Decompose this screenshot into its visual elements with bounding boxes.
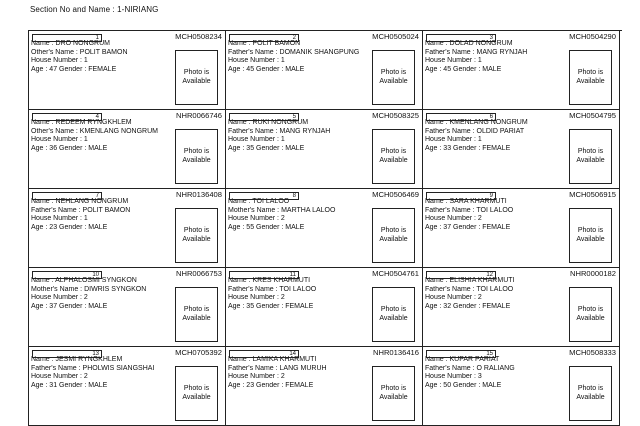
relation-value: POLIT BAMON bbox=[82, 206, 131, 214]
gender-value: MALE bbox=[285, 223, 305, 231]
gender-value: FEMALE bbox=[88, 65, 117, 73]
house-value: 1 bbox=[83, 57, 88, 65]
house-label: House Number : bbox=[31, 136, 84, 144]
name-label: Name : bbox=[425, 277, 450, 284]
gender-value: MALE bbox=[88, 302, 108, 310]
age-value: 37 bbox=[49, 302, 58, 310]
serial-number-box: 1 bbox=[32, 34, 102, 42]
serial-number-box: 13 bbox=[32, 350, 102, 358]
photo-placeholder: Photo is Available bbox=[569, 366, 612, 421]
name-value: KMENLANG NONGRUM bbox=[449, 119, 528, 126]
gender-label: Gender : bbox=[256, 65, 286, 73]
house-value: 1 bbox=[280, 136, 285, 144]
gender-label: Gender : bbox=[453, 302, 483, 310]
voter-card bbox=[423, 268, 620, 347]
relation-label: Father's Name : bbox=[228, 285, 280, 293]
age-label: Age : bbox=[31, 381, 50, 389]
photo-placeholder: Photo is Available bbox=[175, 50, 218, 105]
voter-card bbox=[29, 110, 226, 189]
photo-placeholder: Photo is Available bbox=[569, 50, 612, 105]
serial-number-box: 5 bbox=[229, 113, 299, 121]
relation-label: Mother's Name : bbox=[228, 206, 282, 214]
age-label: Age : bbox=[31, 144, 50, 152]
gender-value: MALE bbox=[88, 381, 108, 389]
gender-value: FEMALE bbox=[285, 381, 314, 389]
house-label: House Number : bbox=[228, 57, 281, 65]
name-label: Name : bbox=[31, 119, 56, 126]
gender-value: MALE bbox=[482, 65, 502, 73]
gender-label: Gender : bbox=[256, 144, 286, 152]
epic-number: NHR0136408 bbox=[175, 190, 222, 199]
voter-card bbox=[423, 31, 620, 110]
name-label: Name : bbox=[228, 119, 253, 126]
house-value: 1 bbox=[280, 57, 285, 65]
photo-placeholder: Photo is Available bbox=[569, 129, 612, 184]
relation-value: DIWRIS SYNGKON bbox=[84, 285, 147, 293]
house-label: House Number : bbox=[228, 373, 281, 381]
name-label: Name : bbox=[31, 277, 56, 284]
voter-card bbox=[226, 189, 423, 268]
gender-label: Gender : bbox=[59, 381, 89, 389]
name-label: Name : bbox=[425, 119, 450, 126]
serial-number-box: 4 bbox=[32, 113, 102, 121]
relation-value: TOI LALOO bbox=[279, 285, 317, 293]
age-label: Age : bbox=[425, 65, 444, 73]
epic-number: MCH0504761 bbox=[372, 269, 419, 278]
age-value: 50 bbox=[443, 381, 452, 389]
age-value: 33 bbox=[443, 144, 452, 152]
house-value: 1 bbox=[83, 136, 88, 144]
name-value: KRES KHARMUTI bbox=[252, 277, 311, 284]
epic-number: MCH0506915 bbox=[569, 190, 616, 199]
name-value: RUKI NONGRUM bbox=[252, 119, 309, 126]
relation-label: Other's Name : bbox=[31, 127, 80, 135]
relation-label: Father's Name : bbox=[228, 48, 280, 56]
voter-card bbox=[29, 189, 226, 268]
photo-placeholder: Photo is Available bbox=[372, 208, 415, 263]
age-label: Age : bbox=[425, 381, 444, 389]
relation-value: DOMANIK SHANGPUNG bbox=[279, 48, 360, 56]
gender-value: FEMALE bbox=[482, 223, 511, 231]
house-label: House Number : bbox=[228, 294, 281, 302]
name-label: Name : bbox=[31, 40, 56, 47]
name-label: Name : bbox=[425, 198, 450, 205]
voter-card bbox=[423, 347, 620, 426]
gender-value: MALE bbox=[88, 223, 108, 231]
age-value: 23 bbox=[246, 381, 255, 389]
relation-value: O RALIANG bbox=[476, 364, 515, 372]
house-value: 3 bbox=[477, 373, 482, 381]
age-value: 45 bbox=[246, 65, 255, 73]
gender-label: Gender : bbox=[59, 302, 89, 310]
relation-label: Father's Name : bbox=[228, 364, 280, 372]
name-value: SARA KHARMUTI bbox=[449, 198, 507, 205]
age-value: 47 bbox=[49, 65, 58, 73]
name-value: POLIT BAMON bbox=[252, 40, 301, 47]
relation-label: Father's Name : bbox=[425, 48, 477, 56]
serial-number-box: 15 bbox=[426, 350, 496, 358]
epic-number: MCH0508333 bbox=[569, 348, 616, 357]
name-label: Name : bbox=[425, 40, 450, 47]
house-value: 2 bbox=[477, 215, 482, 223]
age-value: 45 bbox=[443, 65, 452, 73]
name-value: REDEEM RYNGKHLEM bbox=[55, 119, 132, 126]
epic-number: NHR0136416 bbox=[372, 348, 419, 357]
age-value: 23 bbox=[49, 223, 58, 231]
relation-label: Father's Name : bbox=[31, 364, 83, 372]
photo-placeholder: Photo is Available bbox=[372, 50, 415, 105]
age-label: Age : bbox=[425, 144, 444, 152]
photo-placeholder: Photo is Available bbox=[372, 129, 415, 184]
name-label: Name : bbox=[228, 40, 253, 47]
photo-placeholder: Photo is Available bbox=[175, 366, 218, 421]
epic-number: NHR0066753 bbox=[175, 269, 222, 278]
epic-number: MCH0705392 bbox=[175, 348, 222, 357]
relation-value: TOI LALOO bbox=[476, 206, 514, 214]
epic-number: MCH0505024 bbox=[372, 32, 419, 41]
serial-number-box: 2 bbox=[229, 34, 299, 42]
age-value: 37 bbox=[443, 223, 452, 231]
photo-placeholder: Photo is Available bbox=[372, 287, 415, 342]
house-value: 2 bbox=[83, 373, 88, 381]
age-value: 36 bbox=[49, 144, 58, 152]
name-label: Name : bbox=[31, 198, 56, 205]
age-label: Age : bbox=[31, 223, 50, 231]
serial-number-box: 10 bbox=[32, 271, 102, 279]
age-label: Age : bbox=[425, 302, 444, 310]
age-label: Age : bbox=[228, 144, 247, 152]
photo-placeholder: Photo is Available bbox=[175, 129, 218, 184]
name-value: JESMI RYNGKHLEM bbox=[55, 356, 123, 363]
serial-number-box: 8 bbox=[229, 192, 299, 200]
epic-number: NHR0066746 bbox=[175, 111, 222, 120]
house-label: House Number : bbox=[31, 57, 84, 65]
section-title: Section No and Name : 1-NIRIANG bbox=[30, 5, 159, 14]
name-value: LAMIKA KHARMUTI bbox=[252, 356, 317, 363]
serial-number-box: 7 bbox=[32, 192, 102, 200]
age-label: Age : bbox=[228, 381, 247, 389]
photo-placeholder: Photo is Available bbox=[175, 208, 218, 263]
age-label: Age : bbox=[31, 65, 50, 73]
house-label: House Number : bbox=[425, 215, 478, 223]
photo-placeholder: Photo is Available bbox=[569, 287, 612, 342]
gender-label: Gender : bbox=[256, 381, 286, 389]
voter-card bbox=[29, 347, 226, 426]
epic-number: MCH0508325 bbox=[372, 111, 419, 120]
gender-label: Gender : bbox=[453, 223, 483, 231]
epic-number: MCH0504290 bbox=[569, 32, 616, 41]
house-value: 1 bbox=[477, 57, 482, 65]
relation-value: MARTHA LALOO bbox=[281, 206, 336, 214]
relation-label: Other's Name : bbox=[31, 48, 80, 56]
epic-number: NHR0000182 bbox=[569, 269, 616, 278]
gender-value: MALE bbox=[285, 144, 305, 152]
gender-label: Gender : bbox=[59, 223, 89, 231]
house-label: House Number : bbox=[425, 373, 478, 381]
relation-value: TOI LALOO bbox=[476, 285, 514, 293]
gender-label: Gender : bbox=[256, 302, 286, 310]
name-value: DOLAD NONGRUM bbox=[449, 40, 513, 47]
age-value: 35 bbox=[246, 302, 255, 310]
relation-value: KMENLANG NONGRUM bbox=[79, 127, 158, 135]
house-label: House Number : bbox=[31, 294, 84, 302]
relation-value: PHOLWIS SIANGSHAI bbox=[82, 364, 155, 372]
name-value: TOI LALOO bbox=[252, 198, 290, 205]
epic-number: MCH0506469 bbox=[372, 190, 419, 199]
house-label: House Number : bbox=[228, 215, 281, 223]
epic-number: MCH0508234 bbox=[175, 32, 222, 41]
house-label: House Number : bbox=[425, 294, 478, 302]
relation-value: MANG RYNJAH bbox=[476, 48, 528, 56]
voter-card bbox=[226, 268, 423, 347]
gender-label: Gender : bbox=[453, 65, 483, 73]
house-value: 2 bbox=[280, 215, 285, 223]
relation-value: MANG RYNJAH bbox=[279, 127, 331, 135]
voter-card bbox=[29, 268, 226, 347]
age-label: Age : bbox=[228, 302, 247, 310]
name-value: DRO NONGRUM bbox=[55, 40, 110, 47]
serial-number-box: 6 bbox=[426, 113, 496, 121]
gender-value: FEMALE bbox=[285, 302, 314, 310]
voter-card bbox=[226, 347, 423, 426]
gender-label: Gender : bbox=[453, 144, 483, 152]
house-value: 2 bbox=[477, 294, 482, 302]
age-value: 35 bbox=[246, 144, 255, 152]
age-value: 31 bbox=[49, 381, 58, 389]
relation-value: POLIT BAMON bbox=[79, 48, 128, 56]
age-label: Age : bbox=[425, 223, 444, 231]
gender-label: Gender : bbox=[59, 144, 89, 152]
gender-value: FEMALE bbox=[482, 144, 511, 152]
relation-label: Father's Name : bbox=[425, 127, 477, 135]
photo-placeholder: Photo is Available bbox=[569, 208, 612, 263]
photo-placeholder: Photo is Available bbox=[175, 287, 218, 342]
age-label: Age : bbox=[228, 223, 247, 231]
epic-number: MCH0504795 bbox=[569, 111, 616, 120]
relation-label: Mother's Name : bbox=[31, 285, 85, 293]
photo-placeholder: Photo is Available bbox=[372, 366, 415, 421]
relation-label: Father's Name : bbox=[31, 206, 83, 214]
house-value: 1 bbox=[83, 215, 88, 223]
voter-card bbox=[29, 31, 226, 110]
voter-card-grid bbox=[28, 30, 622, 426]
house-label: House Number : bbox=[425, 136, 478, 144]
name-value: ELISHIA KHARMUTI bbox=[449, 277, 515, 284]
serial-number-box: 11 bbox=[229, 271, 299, 279]
relation-value: OLDID PARIAT bbox=[476, 127, 525, 135]
gender-label: Gender : bbox=[59, 65, 89, 73]
relation-label: Father's Name : bbox=[425, 285, 477, 293]
house-label: House Number : bbox=[31, 373, 84, 381]
gender-label: Gender : bbox=[453, 381, 483, 389]
voter-card bbox=[226, 31, 423, 110]
age-label: Age : bbox=[228, 65, 247, 73]
voter-card bbox=[423, 189, 620, 268]
house-value: 2 bbox=[280, 294, 285, 302]
gender-value: MALE bbox=[482, 381, 502, 389]
gender-label: Gender : bbox=[256, 223, 286, 231]
voter-card bbox=[423, 110, 620, 189]
age-label: Age : bbox=[31, 302, 50, 310]
gender-value: MALE bbox=[285, 65, 305, 73]
name-label: Name : bbox=[31, 356, 56, 363]
name-label: Name : bbox=[228, 356, 253, 363]
house-label: House Number : bbox=[425, 57, 478, 65]
age-value: 32 bbox=[443, 302, 452, 310]
house-value: 1 bbox=[477, 136, 482, 144]
gender-value: MALE bbox=[88, 144, 108, 152]
name-value: KUPAR PARIAT bbox=[449, 356, 500, 363]
name-label: Name : bbox=[228, 198, 253, 205]
relation-label: Father's Name : bbox=[425, 206, 477, 214]
name-label: Name : bbox=[228, 277, 253, 284]
house-value: 2 bbox=[280, 373, 285, 381]
serial-number-box: 14 bbox=[229, 350, 299, 358]
name-value: ALPHALOSMI SYNGKON bbox=[55, 277, 137, 284]
age-value: 55 bbox=[246, 223, 255, 231]
house-value: 2 bbox=[83, 294, 88, 302]
gender-value: FEMALE bbox=[482, 302, 511, 310]
house-label: House Number : bbox=[228, 136, 281, 144]
house-label: House Number : bbox=[31, 215, 84, 223]
name-value: NEHLANG NONGRUM bbox=[55, 198, 129, 205]
relation-value: LANG MURUH bbox=[279, 364, 327, 372]
voter-card bbox=[226, 110, 423, 189]
serial-number-box: 9 bbox=[426, 192, 496, 200]
serial-number-box: 12 bbox=[426, 271, 496, 279]
relation-label: Father's Name : bbox=[228, 127, 280, 135]
name-label: Name : bbox=[425, 356, 450, 363]
serial-number-box: 3 bbox=[426, 34, 496, 42]
relation-label: Father's Name : bbox=[425, 364, 477, 372]
